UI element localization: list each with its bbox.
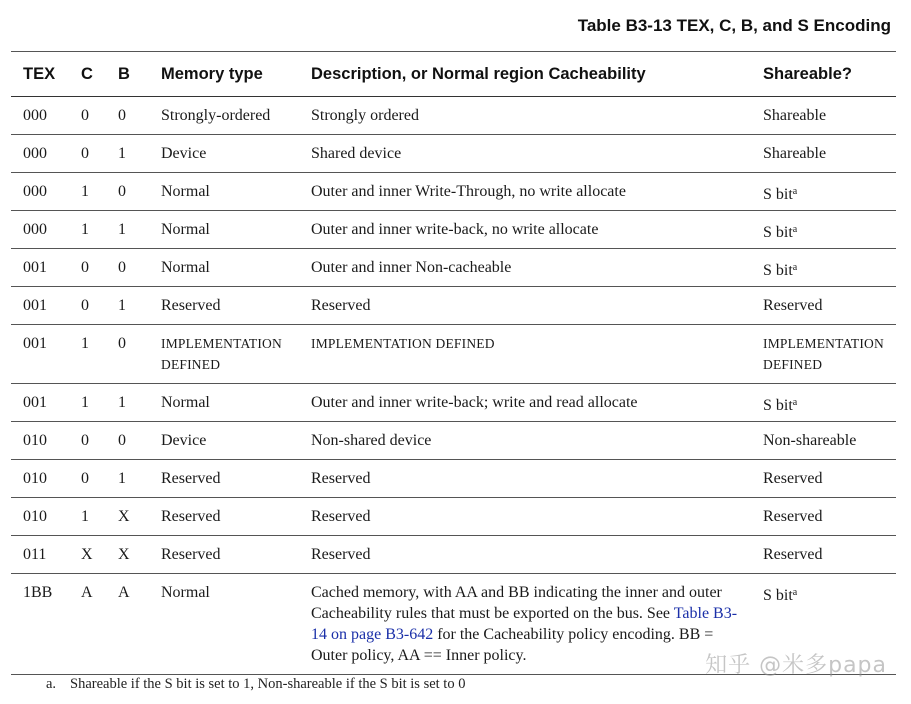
impl-line-1: IMPLEMENTATION [161,336,282,351]
cell-tex: 010 [11,498,69,536]
cell-shareable: Non-shareable [751,422,896,460]
cell-memory-type: Normal [149,574,299,675]
cell-shareable: Reserved [751,287,896,325]
header-b: B [106,52,149,97]
cell-c: 1 [69,498,106,536]
table-reference-link[interactable]: Table B3-14 on page B3-642 [311,605,738,643]
cell-shareable: Shareable [751,97,896,135]
cell-memory-type: Normal [149,249,299,287]
cell-tex: 001 [11,384,69,422]
cell-tex: 1BB [11,574,69,675]
cell-c: 1 [69,211,106,249]
cell-shareable [751,325,896,384]
table-row [11,325,896,384]
cell-description: Non-shared device [299,422,751,460]
cell-tex: 001 [11,249,69,287]
cell-c: X [69,536,106,574]
description-text: Cached memory, with AA and BB indicating the inner and outer Cacheability rules that must be exported on the bus. See [311,584,722,622]
cell-c: 0 [69,287,106,325]
cell-b: 0 [106,173,149,211]
shareable-text: S bit [763,224,793,241]
cell-description: Strongly ordered [299,97,751,135]
header-c: C [69,52,106,97]
cell-shareable [751,384,896,422]
cell-c: 0 [69,460,106,498]
cell-b: 1 [106,287,149,325]
cell-description: Outer and inner Write-Through, no write allocate [299,173,751,211]
cell-memory-type: Reserved [149,498,299,536]
cell-b: 1 [106,460,149,498]
cell-c: 0 [69,97,106,135]
cell-b: 1 [106,135,149,173]
cell-b: 0 [106,97,149,135]
cell-shareable [751,249,896,287]
cell-b: 0 [106,249,149,287]
cell-b: 1 [106,384,149,422]
cell-memory-type: Normal [149,173,299,211]
shareable-text: S bit [763,262,793,279]
cell-shareable [751,211,896,249]
cell-memory-type: Strongly-ordered [149,97,299,135]
cell-c: 1 [69,173,106,211]
cell-description: Reserved [299,287,751,325]
footnote-text: Shareable if the S bit is set to 1, Non-shareable if the S bit is set to 0 [70,676,466,692]
shareable-text: S bit [763,186,793,203]
footnote [46,676,465,693]
shareable-text: S bit [763,587,793,604]
description-text: for the Cacheability policy encoding. BB = Outer policy, AA == Inner policy. [311,626,714,664]
table-caption: Table B3-13 TEX, C, B, and S Encoding [577,16,891,35]
cell-memory-type: Reserved [149,460,299,498]
cell-description: Outer and inner write-back; write and read allocate [299,384,751,422]
table-row [11,249,896,287]
cell-description: IMPLEMENTATION DEFINED [299,325,751,384]
impl-line-2: DEFINED [763,357,823,372]
cell-b: A [106,574,149,675]
cell-c: 1 [69,325,106,384]
cell-c: 0 [69,135,106,173]
cell-c: 1 [69,384,106,422]
cell-tex: 011 [11,536,69,574]
cell-tex: 001 [11,325,69,384]
header-shareable: Shareable? [751,52,896,97]
cell-memory-type: Normal [149,384,299,422]
encoding-table [11,51,896,675]
footnote-ref: a [792,224,798,235]
cell-shareable: Reserved [751,460,896,498]
cell-tex: 010 [11,422,69,460]
cell-c: A [69,574,106,675]
cell-b: X [106,536,149,574]
header-tex: TEX [11,52,69,97]
cell-memory-type: Device [149,135,299,173]
table-row [11,460,896,498]
table-row [11,384,896,422]
footnote-ref: a [792,262,798,273]
cell-c: 0 [69,249,106,287]
cell-c: 0 [69,422,106,460]
table-row [11,173,896,211]
cell-tex: 000 [11,135,69,173]
footnote-mark: a. [46,676,57,692]
cell-description [299,574,751,675]
impl-line-1: IMPLEMENTATION [763,336,884,351]
cell-description: Outer and inner Non-cacheable [299,249,751,287]
table-row [11,422,896,460]
cell-b: 0 [106,325,149,384]
footnote-ref: a [792,587,798,598]
impl-line-2: DEFINED [161,357,221,372]
cell-shareable [751,173,896,211]
table-row [11,536,896,574]
cell-description: Shared device [299,135,751,173]
cell-memory-type: Normal [149,211,299,249]
table-header-row [11,52,896,97]
cell-tex: 000 [11,97,69,135]
cell-description: Reserved [299,536,751,574]
watermark: 知乎 @米多papa [705,653,887,678]
cell-shareable: Reserved [751,536,896,574]
cell-memory-type: Reserved [149,287,299,325]
cell-tex: 001 [11,287,69,325]
footnote-ref: a [792,397,798,408]
table-row [11,498,896,536]
cell-b: X [106,498,149,536]
cell-description: Outer and inner write-back, no write allocate [299,211,751,249]
table-row [11,211,896,249]
cell-b: 1 [106,211,149,249]
cell-tex: 010 [11,460,69,498]
cell-description: Reserved [299,460,751,498]
cell-memory-type: Device [149,422,299,460]
cell-tex: 000 [11,173,69,211]
header-memory-type: Memory type [149,52,299,97]
cell-shareable: Reserved [751,498,896,536]
footnote-ref: a [792,186,798,197]
cell-tex: 000 [11,211,69,249]
cell-memory-type [149,325,299,384]
shareable-text: S bit [763,397,793,414]
table-row [11,97,896,135]
cell-memory-type: Reserved [149,536,299,574]
table-row [11,287,896,325]
cell-b: 0 [106,422,149,460]
cell-description: Reserved [299,498,751,536]
table-row [11,135,896,173]
cell-shareable: Shareable [751,135,896,173]
header-description: Description, or Normal region Cacheability [299,52,751,97]
